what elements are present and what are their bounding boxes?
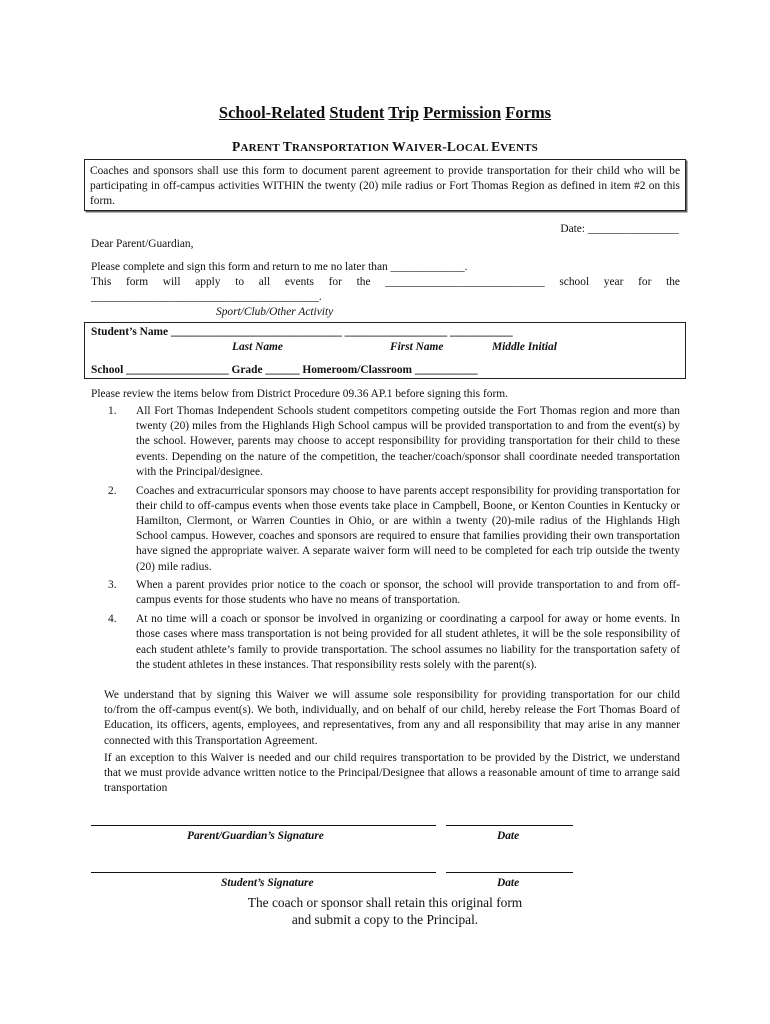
subtitle-part: W: [392, 139, 406, 154]
middle-initial-label: Middle Initial: [492, 341, 557, 353]
item-text: All Fort Thomas Independent Schools student competitors competing outside the Fort Thomas region and more than twenty (20) miles from the Highlands High School campus will be provided transportation to and from the event(s) by the school. However, parents may choose to accept responsibility for providing transportation for their child to these events. Depending on the nature of the competition, the teacher/coach/sponsor shall coordinate needed transportation with the Principal/designee.: [136, 405, 680, 478]
intro-box: Coaches and sponsors shall use this form to document parent agreement to provide transportation for their child who will be participating in off-campus activities WITHIN the twenty (20) mile radius or Fort Thomas Region as defined in item #2 on this form.: [84, 159, 686, 211]
title-word: Permission: [423, 103, 502, 122]
procedure-list: [108, 404, 680, 676]
last-name-label: Last Name: [232, 341, 283, 353]
list-item: [108, 484, 680, 575]
form-title: [0, 103, 770, 123]
subtitle-part: RANSPORTATION: [291, 142, 393, 154]
subtitle-part: ARENT: [240, 142, 283, 154]
parent-date-line[interactable]: [446, 825, 573, 826]
greeting: Dear Parent/Guardian,: [91, 238, 194, 250]
school-grade-homeroom-field[interactable]: School __________________ Grade ______ Homeroom/Classroom ___________: [91, 364, 478, 376]
date-field[interactable]: Date: ________________: [560, 223, 679, 235]
parent-signature-line[interactable]: [91, 825, 436, 826]
first-name-label: First Name: [390, 341, 444, 353]
student-date-line[interactable]: [446, 872, 573, 873]
item-text: At no time will a coach or sponsor be involved in organizing or coordinating a carpool for away or home events. In those cases where mass transportation is not being provided for all student athletes, it will be the sole responsibility of each student athlete’s family to provide transportation. The school assumes no liability for the transportation safety of the student athletes in these instances. That responsibility rests solely with the parent(s).: [136, 613, 680, 671]
subtitle-part: AIVER: [405, 142, 443, 154]
footer-line-2: and submit a copy to the Principal.: [291, 912, 479, 927]
activity-label: Sport/Club/Other Activity: [216, 306, 334, 318]
subtitle-part: P: [232, 139, 241, 154]
item-number: 1.: [108, 405, 117, 417]
subtitle-part: E: [491, 139, 501, 154]
subtitle-part: T: [282, 139, 292, 154]
student-signature-label: Student’s Signature: [221, 877, 314, 889]
list-item: [108, 612, 680, 673]
subtitle-part: -L: [442, 139, 457, 154]
item-number: 2.: [108, 484, 117, 497]
student-signature-line[interactable]: [91, 872, 436, 873]
title-word: Student: [329, 103, 385, 122]
student-date-label: Date: [497, 877, 520, 889]
waiver-paragraph: We understand that by signing this Waiver we will assume sole responsibility for providing transportation for our child to/from the off-campus event(s). We both, individually, and on behalf of our child, hereby release the Fort Thomas Board of Education, its officers, agents, employees, and representatives, from any and all responsibility that may arise in any manner connected with this Transportation Agreement.: [104, 689, 680, 747]
title-word: Forms: [505, 103, 552, 122]
item-number: 4.: [108, 613, 117, 626]
parent-date-label: Date: [497, 830, 520, 842]
activity-line[interactable]: ________________________________________.: [91, 291, 322, 303]
student-name-field[interactable]: Student’s Name ______________________________ __________________ ___________: [91, 326, 513, 338]
exception-paragraph: If an exception to this Waiver is needed and our child requires transportation to be provided by the District, we understand that we must provide advance written notice to the Principal/Designee that allows a reasonable amount of time to arrange said transportation: [104, 752, 680, 795]
item-number: 3.: [108, 579, 117, 592]
parent-signature-label: Parent/Guardian’s Signature: [187, 830, 324, 842]
title-word: School-Related: [218, 103, 326, 122]
item-text: When a parent provides prior notice to the coach or sponsor, the school will provide transportation to and from off-campus events for those students who have no means of transportation.: [136, 579, 680, 607]
return-deadline-line[interactable]: Please complete and sign this form and return to me no later than _____________.: [91, 261, 468, 273]
footer-line-1: The coach or sponsor shall retain this original form: [247, 895, 523, 910]
review-intro: Please review the items below from District Procedure 09.36 AP.1 before signing this form.: [91, 388, 508, 400]
item-text: Coaches and extracurricular sponsors may choose to have parents accept responsibility for providing transportation for their child to off-campus events when those events take place in Campbell, Boone, or Kenton Counties in Kentucky or Hamilton, Clermont, or Warren Counties in Ohio, or are within a twenty (20)-mile radius of the Highlands High School campus. However, coaches and sponsors are required to ensure that families providing their own transportation have signed the appropriate waiver. A separate waiver form will need to be completed for each trip outside the twenty (20) mile radius.: [136, 484, 680, 573]
school-year-line[interactable]: This form will apply to all events for the ____________________________ school year for the: [91, 276, 680, 288]
list-item: [108, 404, 680, 480]
subtitle-part: OCAL: [456, 142, 492, 154]
title-word: Trip: [388, 103, 420, 122]
list-item: [108, 578, 680, 608]
subtitle-part: VENTS: [500, 142, 538, 154]
form-subtitle: [0, 139, 770, 156]
